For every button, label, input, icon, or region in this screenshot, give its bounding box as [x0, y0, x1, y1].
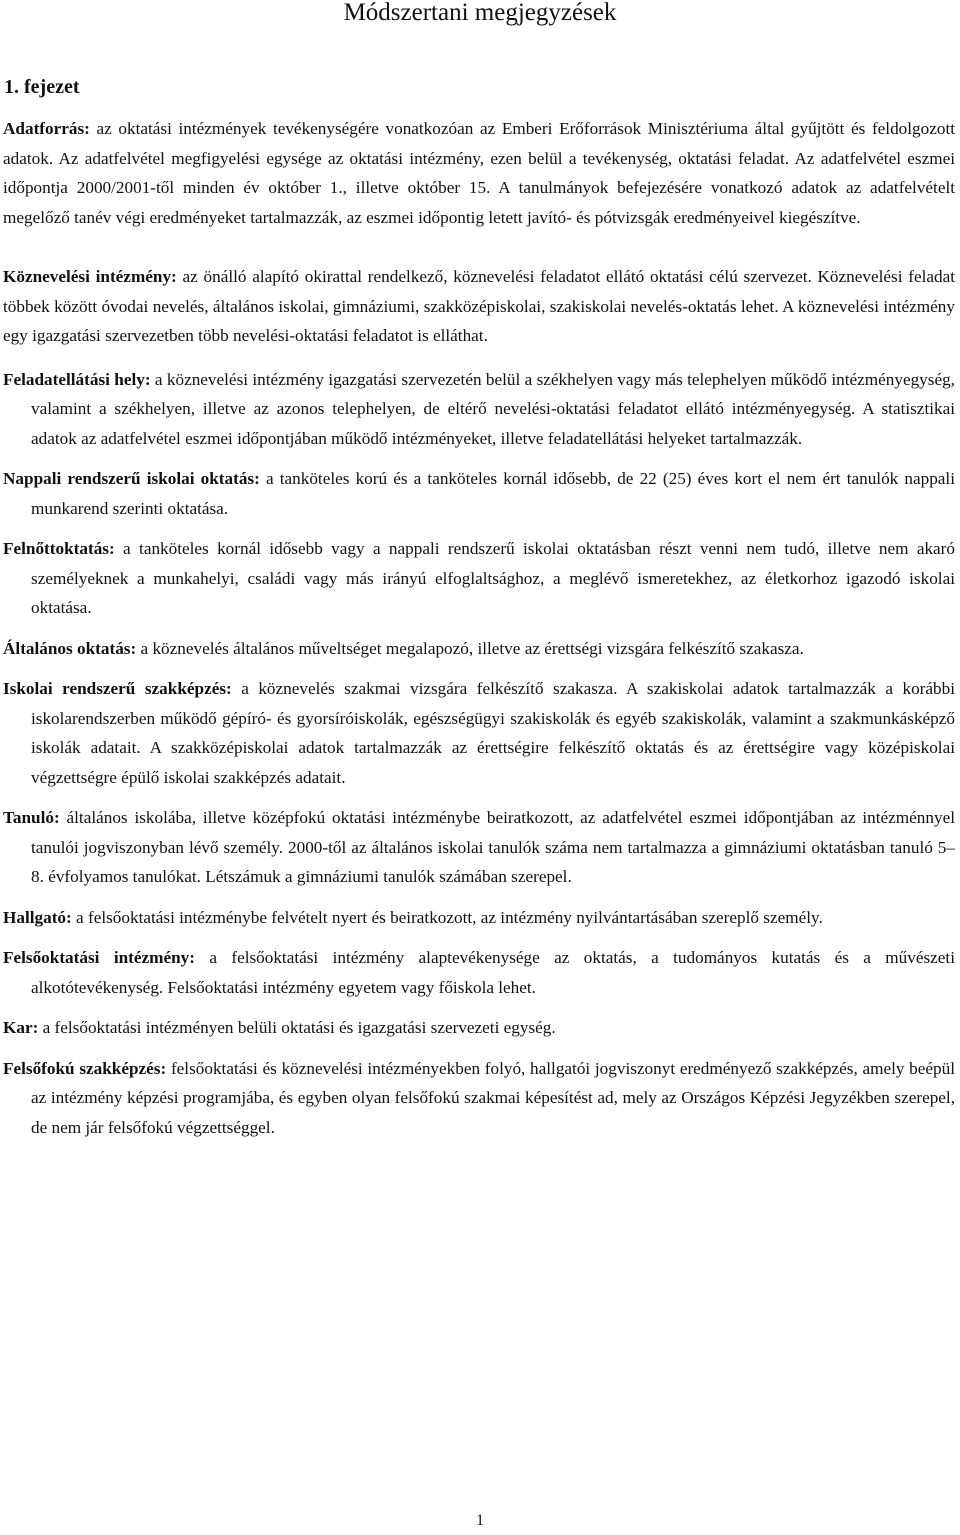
definition-text: felsőoktatási és köznevelési intézményekben folyó, hallgatói jogviszonyt eredményező szakképzés, amely beépül az intézmény képzési programjába, és egyben olyan felsőfokú szakmai képesítést ad, mely az Országos Képzési Jegyzékben szerepel, de nem jár felsőfokú végzettséggel.: [31, 1058, 955, 1137]
definition-term: Hallgató:: [3, 907, 72, 927]
definition-term: Felnőttoktatás:: [3, 539, 115, 558]
definition-koznevelesi-intezmeny: [3, 262, 955, 351]
definition-term: Adatforrás:: [3, 119, 90, 138]
definition-text: az oktatási intézmények tevékenységére vonatkozóan az Emberi Erőforrások Minisztériuma által gyűjtött és feldolgozott adatok. Az adatfelvétel megfigyelési egysége az oktatási intézmény, ezen belül a tevékenység, oktatási feladat. Az adatfelvétel eszmei időpontja 2000/2001-től minden év október 1., illetve október 15. A tanulmányok befejezésére vonatkozó adatok az adatfelvételt megelőző tanév végi eredményeket tartalmazzák, az eszmei időpontig letett javító- és pótvizsgák eredményeivel kiegészítve.: [3, 119, 955, 227]
definition-text: az önálló alapító okirattal rendelkező, köznevelési feladatot ellátó oktatási célú szervezet. Köznevelési feladat többek között óvodai nevelés, általános iskolai, gimnáziumi, szakközépiskolai, szakiskolai nevelés-oktatás lehet. A köznevelési intézmény egy igazgatási szervezetben több nevelési-oktatási feladatot is elláthat.: [3, 267, 955, 345]
definition-feladatellatasi-hely: [3, 365, 955, 454]
definition-text: a köznevelés szakmai vizsgára felkészítő szakasza. A szakiskolai adatok tartalmazzák a korábbi iskolarendszerben működő gépíró- és gyorsíróiskolák, egészségügyi szakiskolák és egyéb szakiskolák, valamint a szakmunkásképző iskolák adatait. A szakközépiskolai adatok tartalmazzák az érettségire felkészítő oktatás és az érettségire vagy középiskolai végzettségre épülő iskolai szakképzés adatait.: [31, 679, 955, 787]
definition-felsofoku-szakkepzes: [3, 1054, 955, 1143]
definition-text: a köznevelés általános műveltséget megalapozó, illetve az érettségi vizsgára felkészítő szakasza.: [136, 638, 804, 658]
chapter-heading: 1. fejezet: [4, 76, 80, 98]
definition-felnottoktatas: [3, 534, 955, 623]
definition-text: általános iskolába, illetve középfokú oktatási intézménybe beiratkozott, az adatfelvétel eszmei időpontjában az intézménnyel tanulói jogviszonyban lévő személy. 2000-től az általános iskolai tanulók száma nem tartalmazza a gimnáziumi oktatásban tanuló 5–8. évfolyamos tanulókat. Létszámuk a gimnáziumi tanulók számában szerepel.: [31, 808, 955, 886]
definition-text: a felsőoktatási intézményen belüli oktatási és igazgatási szervezeti egység.: [38, 1018, 556, 1037]
definition-text: a köznevelési intézmény igazgatási szervezetén belül a székhelyen vagy más telephelyen működő intézményegység, valamint a székhelyen, illetve az azonos telephelyen, de eltérő nevelési-oktatási feladatot ellátó intézményegység. A statisztikai adatok az adatfelvétel eszmei időpontjában működő intézményeket, illetve feladatellátási helyeket tartalmazzák.: [31, 369, 955, 448]
definition-altalanos-oktatas: [3, 634, 955, 664]
definition-term: Felsőfokú szakképzés:: [3, 1058, 167, 1078]
definition-term: Köznevelési intézmény:: [3, 267, 177, 286]
definition-adatforras: [3, 114, 955, 232]
definition-term: Iskolai rendszerű szakképzés:: [3, 679, 232, 698]
page-title: Módszertani megjegyzések: [343, 0, 617, 26]
definition-text: a felsőoktatási intézmény alaptevékenysége az oktatás, a tudományos kutatás és a művészeti alkotótevékenység. Felsőoktatási intézmény egyetem vagy főiskola lehet.: [31, 948, 955, 997]
definition-hallgato: [3, 903, 955, 933]
definition-term: Kar:: [3, 1018, 39, 1037]
definition-tanulo: [3, 803, 955, 892]
definition-kar: [3, 1013, 955, 1043]
definition-term: Általános oktatás:: [3, 638, 137, 658]
definition-felsooktatasi-intezmeny: [3, 943, 955, 1002]
definition-text: a felsőoktatási intézménybe felvételt nyert és beiratkozott, az intézmény nyilvántartásában szereplő személy.: [71, 907, 823, 927]
definition-term: Tanuló:: [3, 808, 60, 827]
definition-nappali-rendszeru-oktatas: [3, 464, 955, 523]
definition-term: Feladatellátási hely:: [3, 369, 151, 389]
definition-text: a tanköteles korú és a tanköteles kornál idősebb, de 22 (25) éves kort el nem ért tanulók nappali munkarend szerinti oktatása.: [31, 469, 955, 518]
page-number: 1: [476, 1512, 484, 1529]
definitions-list: [3, 114, 955, 1142]
definition-term: Felsőoktatási intézmény:: [3, 948, 195, 967]
definition-iskolai-szakkepzes: [3, 674, 955, 792]
definition-text: a tanköteles kornál idősebb vagy a nappali rendszerű iskolai oktatásban részt venni nem tudó, illetve nem akaró személyeknek a munkahelyi, családi vagy más irányú elfoglaltsághoz, a meglévő ismeretekhez, az életkorhoz igazodó iskolai oktatása.: [31, 539, 955, 617]
definition-term: Nappali rendszerű iskolai oktatás:: [3, 469, 260, 488]
